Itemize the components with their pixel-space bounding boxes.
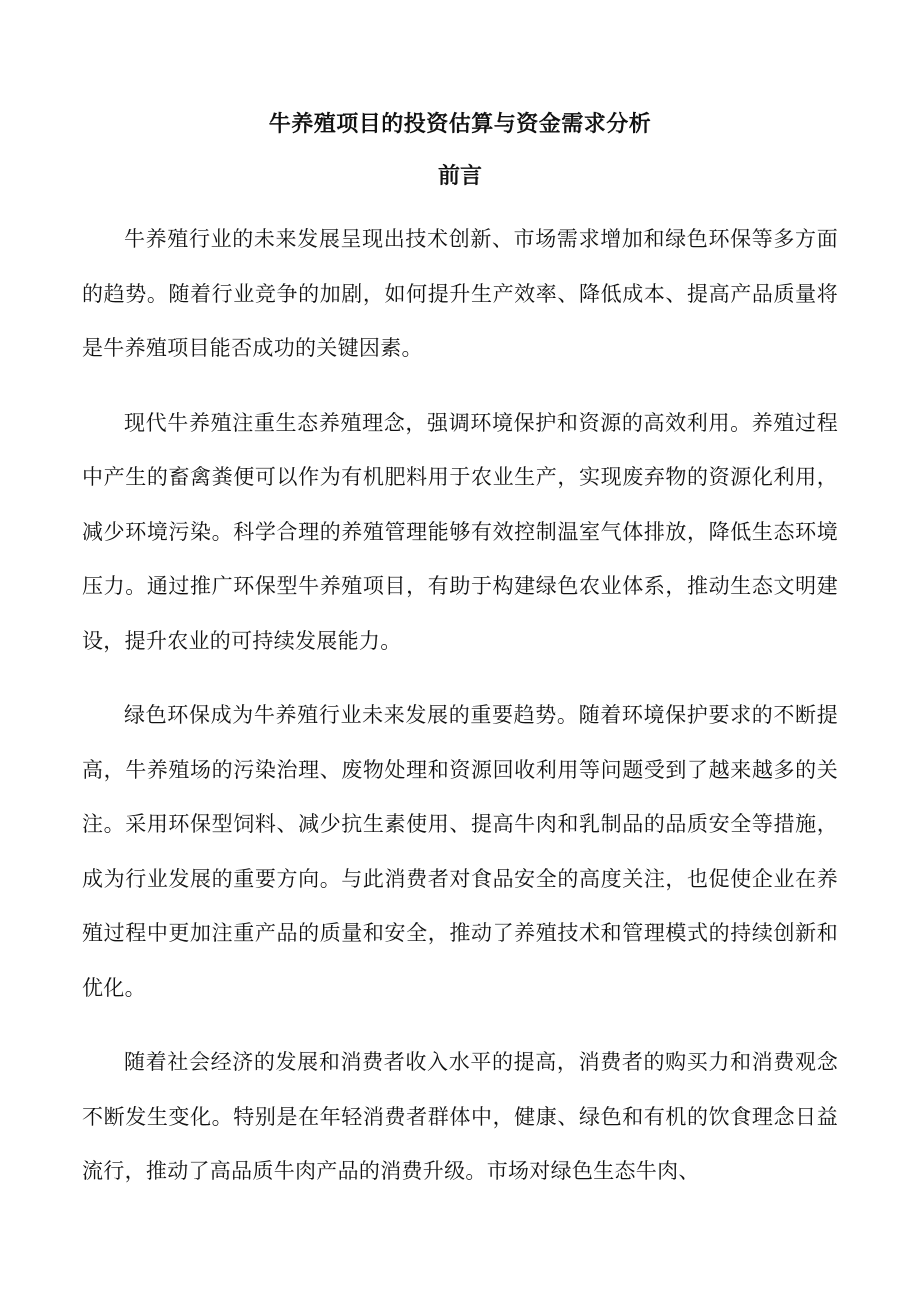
paragraph: 牛养殖行业的未来发展呈现出技术创新、市场需求增加和绿色环保等多方面的趋势。随着行业竞争的加剧，如何提升生产效率、降低成本、提高产品质量将是牛养殖项目能否成功的关键因素。 — [82, 227, 838, 360]
document-title: 牛养殖项目的投资估算与资金需求分析 — [268, 111, 652, 137]
paragraph: 随着社会经济的发展和消费者收入水平的提高，消费者的购买力和消费观念不断发生变化。特别是在年轻消费者群体中，健康、绿色和有机的饮食理念日益流行，推动了高品质牛肉产品的消费升级。市场对绿色生态牛肉、 — [82, 1050, 838, 1183]
paragraph: 绿色环保成为牛养殖行业未来发展的重要趋势。随着环境保护要求的不断提高，牛养殖场的污染治理、废物处理和资源回收利用等问题受到了越来越多的关注。采用环保型饲料、减少抗生素使用、提高牛肉和乳制品的品质安全等措施，成为行业发展的重要方向。与此消费者对食品安全的高度关注，也促使企业在养殖过程中更加注重产品的质量和安全，推动了养殖技术和管理模式的持续创新和优化。 — [82, 703, 838, 1000]
preface-heading: 前言 — [437, 163, 482, 189]
paragraph: 现代牛养殖注重生态养殖理念，强调环境保护和资源的高效利用。养殖过程中产生的畜禽粪便可以作为有机肥料用于农业生产，实现废弃物的资源化利用，减少环境污染。科学合理的养殖管理能够有效控制温室气体排放，降低生态环境压力。通过推广环保型牛养殖项目，有助于构建绿色农业体系，推动生态文明建设，提升农业的可持续发展能力。 — [82, 410, 838, 653]
document-body — [82, 212, 838, 1219]
